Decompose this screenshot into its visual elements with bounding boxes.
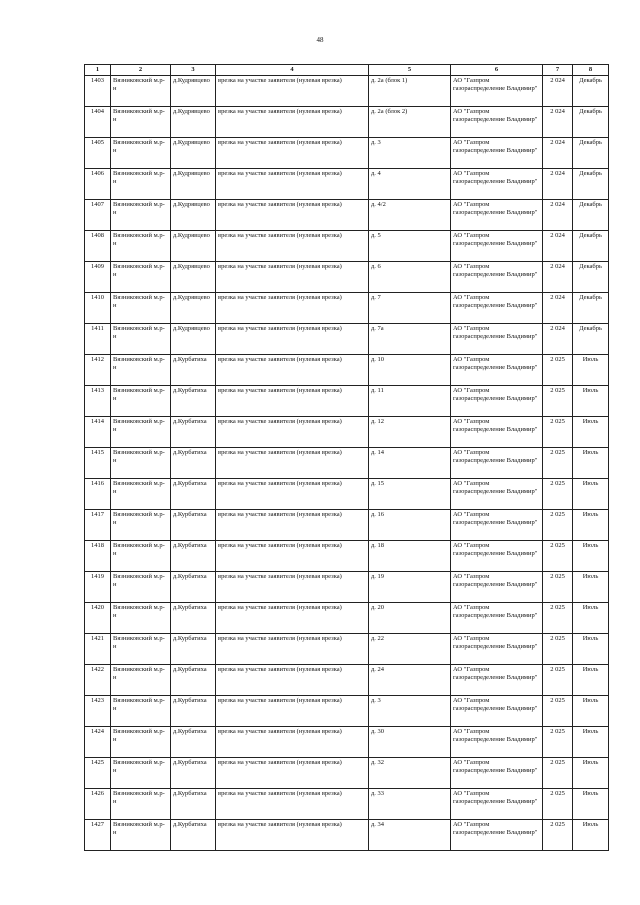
organization-cell: АО "Газпром газораспределение Владимир" xyxy=(451,76,543,107)
year-cell: 2 025 xyxy=(543,727,573,758)
address-cell: д. 4 xyxy=(369,169,451,200)
row-number: 1409 xyxy=(85,262,111,293)
table-row xyxy=(85,262,609,293)
district-cell: Вязниковский м.р-н xyxy=(111,510,171,541)
organization-cell: АО "Газпром газораспределение Владимир" xyxy=(451,727,543,758)
table-row xyxy=(85,200,609,231)
row-number: 1410 xyxy=(85,293,111,324)
address-cell: д. 18 xyxy=(369,541,451,572)
year-cell: 2 024 xyxy=(543,76,573,107)
month-cell: Июль xyxy=(573,634,609,665)
register-table xyxy=(84,64,609,851)
row-number: 1424 xyxy=(85,727,111,758)
header-cell: 7 xyxy=(543,65,573,76)
header-cell: 8 xyxy=(573,65,609,76)
settlement-cell: д.Курбатиха xyxy=(171,789,216,820)
table-row xyxy=(85,603,609,634)
month-cell: Июль xyxy=(573,510,609,541)
settlement-cell: д.Кудрявцево xyxy=(171,76,216,107)
row-number: 1419 xyxy=(85,572,111,603)
work-type-cell: врезка на участке заявителя (нулевая врезка) xyxy=(216,76,369,107)
table-row xyxy=(85,138,609,169)
year-cell: 2 025 xyxy=(543,510,573,541)
settlement-cell: д.Кудрявцево xyxy=(171,107,216,138)
month-cell: Июль xyxy=(573,479,609,510)
work-type-cell: врезка на участке заявителя (нулевая врезка) xyxy=(216,293,369,324)
address-cell: д. 3 xyxy=(369,696,451,727)
table-row xyxy=(85,727,609,758)
district-cell: Вязниковский м.р-н xyxy=(111,169,171,200)
header-cell: 2 xyxy=(111,65,171,76)
work-type-cell: врезка на участке заявителя (нулевая врезка) xyxy=(216,665,369,696)
work-type-cell: врезка на участке заявителя (нулевая врезка) xyxy=(216,417,369,448)
district-cell: Вязниковский м.р-н xyxy=(111,200,171,231)
table-row xyxy=(85,820,609,851)
settlement-cell: д.Кудрявцево xyxy=(171,200,216,231)
district-cell: Вязниковский м.р-н xyxy=(111,293,171,324)
work-type-cell: врезка на участке заявителя (нулевая врезка) xyxy=(216,603,369,634)
month-cell: Декабрь xyxy=(573,76,609,107)
address-cell: д. 4/2 xyxy=(369,200,451,231)
organization-cell: АО "Газпром газораспределение Владимир" xyxy=(451,324,543,355)
work-type-cell: врезка на участке заявителя (нулевая врезка) xyxy=(216,386,369,417)
settlement-cell: д.Кудрявцево xyxy=(171,138,216,169)
address-cell: д. 6 xyxy=(369,262,451,293)
district-cell: Вязниковский м.р-н xyxy=(111,76,171,107)
work-type-cell: врезка на участке заявителя (нулевая врезка) xyxy=(216,324,369,355)
district-cell: Вязниковский м.р-н xyxy=(111,665,171,696)
month-cell: Июль xyxy=(573,665,609,696)
work-type-cell: врезка на участке заявителя (нулевая врезка) xyxy=(216,510,369,541)
table-row xyxy=(85,479,609,510)
organization-cell: АО "Газпром газораспределение Владимир" xyxy=(451,448,543,479)
year-cell: 2 025 xyxy=(543,479,573,510)
table-row xyxy=(85,355,609,386)
district-cell: Вязниковский м.р-н xyxy=(111,448,171,479)
month-cell: Июль xyxy=(573,572,609,603)
header-cell: 3 xyxy=(171,65,216,76)
month-cell: Июль xyxy=(573,603,609,634)
organization-cell: АО "Газпром газораспределение Владимир" xyxy=(451,200,543,231)
month-cell: Июль xyxy=(573,820,609,851)
settlement-cell: д.Курбатиха xyxy=(171,541,216,572)
table-row xyxy=(85,448,609,479)
address-cell: д. 15 xyxy=(369,479,451,510)
table-row xyxy=(85,76,609,107)
year-cell: 2 025 xyxy=(543,541,573,572)
district-cell: Вязниковский м.р-н xyxy=(111,386,171,417)
address-cell: д. 16 xyxy=(369,510,451,541)
row-number: 1416 xyxy=(85,479,111,510)
table-row xyxy=(85,510,609,541)
table-row xyxy=(85,386,609,417)
table-row xyxy=(85,634,609,665)
address-cell: д. 5 xyxy=(369,231,451,262)
year-cell: 2 025 xyxy=(543,665,573,696)
organization-cell: АО "Газпром газораспределение Владимир" xyxy=(451,758,543,789)
address-cell: д. 12 xyxy=(369,417,451,448)
table-row xyxy=(85,293,609,324)
table-row xyxy=(85,417,609,448)
row-number: 1426 xyxy=(85,789,111,820)
settlement-cell: д.Курбатиха xyxy=(171,355,216,386)
address-cell: д. 24 xyxy=(369,665,451,696)
district-cell: Вязниковский м.р-н xyxy=(111,355,171,386)
work-type-cell: врезка на участке заявителя (нулевая врезка) xyxy=(216,200,369,231)
district-cell: Вязниковский м.р-н xyxy=(111,572,171,603)
work-type-cell: врезка на участке заявителя (нулевая врезка) xyxy=(216,448,369,479)
header-cell: 5 xyxy=(369,65,451,76)
district-cell: Вязниковский м.р-н xyxy=(111,107,171,138)
district-cell: Вязниковский м.р-н xyxy=(111,541,171,572)
year-cell: 2 024 xyxy=(543,231,573,262)
district-cell: Вязниковский м.р-н xyxy=(111,634,171,665)
month-cell: Декабрь xyxy=(573,138,609,169)
row-number: 1412 xyxy=(85,355,111,386)
organization-cell: АО "Газпром газораспределение Владимир" xyxy=(451,634,543,665)
month-cell: Июль xyxy=(573,758,609,789)
address-cell: д. 7а xyxy=(369,324,451,355)
year-cell: 2 025 xyxy=(543,696,573,727)
table-row xyxy=(85,231,609,262)
work-type-cell: врезка на участке заявителя (нулевая врезка) xyxy=(216,727,369,758)
settlement-cell: д.Кудрявцево xyxy=(171,293,216,324)
address-cell: д. 14 xyxy=(369,448,451,479)
row-number: 1403 xyxy=(85,76,111,107)
year-cell: 2 024 xyxy=(543,200,573,231)
organization-cell: АО "Газпром газораспределение Владимир" xyxy=(451,510,543,541)
month-cell: Декабрь xyxy=(573,324,609,355)
row-number: 1414 xyxy=(85,417,111,448)
month-cell: Декабрь xyxy=(573,231,609,262)
year-cell: 2 025 xyxy=(543,355,573,386)
settlement-cell: д.Курбатиха xyxy=(171,448,216,479)
row-number: 1420 xyxy=(85,603,111,634)
row-number: 1418 xyxy=(85,541,111,572)
row-number: 1415 xyxy=(85,448,111,479)
row-number: 1406 xyxy=(85,169,111,200)
organization-cell: АО "Газпром газораспределение Владимир" xyxy=(451,355,543,386)
settlement-cell: д.Курбатиха xyxy=(171,696,216,727)
row-number: 1422 xyxy=(85,665,111,696)
work-type-cell: врезка на участке заявителя (нулевая врезка) xyxy=(216,572,369,603)
settlement-cell: д.Курбатиха xyxy=(171,603,216,634)
year-cell: 2 025 xyxy=(543,634,573,665)
month-cell: Июль xyxy=(573,386,609,417)
work-type-cell: врезка на участке заявителя (нулевая врезка) xyxy=(216,758,369,789)
organization-cell: АО "Газпром газораспределение Владимир" xyxy=(451,541,543,572)
year-cell: 2 024 xyxy=(543,138,573,169)
work-type-cell: врезка на участке заявителя (нулевая врезка) xyxy=(216,262,369,293)
row-number: 1408 xyxy=(85,231,111,262)
year-cell: 2 025 xyxy=(543,603,573,634)
district-cell: Вязниковский м.р-н xyxy=(111,820,171,851)
settlement-cell: д.Курбатиха xyxy=(171,634,216,665)
district-cell: Вязниковский м.р-н xyxy=(111,479,171,510)
month-cell: Июль xyxy=(573,417,609,448)
district-cell: Вязниковский м.р-н xyxy=(111,758,171,789)
header-cell: 4 xyxy=(216,65,369,76)
district-cell: Вязниковский м.р-н xyxy=(111,324,171,355)
settlement-cell: д.Курбатиха xyxy=(171,820,216,851)
organization-cell: АО "Газпром газораспределение Владимир" xyxy=(451,169,543,200)
table-body xyxy=(85,76,609,851)
work-type-cell: врезка на участке заявителя (нулевая врезка) xyxy=(216,696,369,727)
header-row xyxy=(85,65,609,76)
address-cell: д. 10 xyxy=(369,355,451,386)
work-type-cell: врезка на участке заявителя (нулевая врезка) xyxy=(216,541,369,572)
table-row xyxy=(85,541,609,572)
year-cell: 2 024 xyxy=(543,262,573,293)
month-cell: Июль xyxy=(573,696,609,727)
address-cell: д. 22 xyxy=(369,634,451,665)
table-row xyxy=(85,572,609,603)
year-cell: 2 025 xyxy=(543,820,573,851)
year-cell: 2 025 xyxy=(543,572,573,603)
address-cell: д. 20 xyxy=(369,603,451,634)
work-type-cell: врезка на участке заявителя (нулевая врезка) xyxy=(216,169,369,200)
row-number: 1404 xyxy=(85,107,111,138)
work-type-cell: врезка на участке заявителя (нулевая врезка) xyxy=(216,355,369,386)
row-number: 1427 xyxy=(85,820,111,851)
row-number: 1407 xyxy=(85,200,111,231)
table-row xyxy=(85,665,609,696)
address-cell: д. 32 xyxy=(369,758,451,789)
header-cell: 6 xyxy=(451,65,543,76)
header-cell: 1 xyxy=(85,65,111,76)
organization-cell: АО "Газпром газораспределение Владимир" xyxy=(451,696,543,727)
organization-cell: АО "Газпром газораспределение Владимир" xyxy=(451,417,543,448)
district-cell: Вязниковский м.р-н xyxy=(111,727,171,758)
month-cell: Декабрь xyxy=(573,262,609,293)
year-cell: 2 024 xyxy=(543,324,573,355)
work-type-cell: врезка на участке заявителя (нулевая врезка) xyxy=(216,634,369,665)
work-type-cell: врезка на участке заявителя (нулевая врезка) xyxy=(216,820,369,851)
year-cell: 2 024 xyxy=(543,169,573,200)
month-cell: Июль xyxy=(573,789,609,820)
organization-cell: АО "Газпром газораспределение Владимир" xyxy=(451,386,543,417)
month-cell: Июль xyxy=(573,448,609,479)
year-cell: 2 025 xyxy=(543,417,573,448)
organization-cell: АО "Газпром газораспределение Владимир" xyxy=(451,789,543,820)
month-cell: Декабрь xyxy=(573,169,609,200)
row-number: 1413 xyxy=(85,386,111,417)
work-type-cell: врезка на участке заявителя (нулевая врезка) xyxy=(216,138,369,169)
year-cell: 2 025 xyxy=(543,448,573,479)
organization-cell: АО "Газпром газораспределение Владимир" xyxy=(451,603,543,634)
organization-cell: АО "Газпром газораспределение Владимир" xyxy=(451,665,543,696)
row-number: 1411 xyxy=(85,324,111,355)
address-cell: д. 19 xyxy=(369,572,451,603)
page-number: 48 xyxy=(316,36,324,44)
work-type-cell: врезка на участке заявителя (нулевая врезка) xyxy=(216,789,369,820)
table-row xyxy=(85,696,609,727)
organization-cell: АО "Газпром газораспределение Владимир" xyxy=(451,231,543,262)
organization-cell: АО "Газпром газораспределение Владимир" xyxy=(451,479,543,510)
organization-cell: АО "Газпром газораспределение Владимир" xyxy=(451,293,543,324)
district-cell: Вязниковский м.р-н xyxy=(111,231,171,262)
table-row xyxy=(85,107,609,138)
work-type-cell: врезка на участке заявителя (нулевая врезка) xyxy=(216,231,369,262)
address-cell: д. 2а (блок 2) xyxy=(369,107,451,138)
month-cell: Декабрь xyxy=(573,293,609,324)
organization-cell: АО "Газпром газораспределение Владимир" xyxy=(451,820,543,851)
settlement-cell: д.Курбатиха xyxy=(171,510,216,541)
settlement-cell: д.Курбатиха xyxy=(171,758,216,789)
organization-cell: АО "Газпром газораспределение Владимир" xyxy=(451,262,543,293)
year-cell: 2 024 xyxy=(543,293,573,324)
row-number: 1425 xyxy=(85,758,111,789)
table-row xyxy=(85,324,609,355)
table-row xyxy=(85,758,609,789)
year-cell: 2 025 xyxy=(543,758,573,789)
organization-cell: АО "Газпром газораспределение Владимир" xyxy=(451,107,543,138)
row-number: 1417 xyxy=(85,510,111,541)
month-cell: Декабрь xyxy=(573,200,609,231)
district-cell: Вязниковский м.р-н xyxy=(111,696,171,727)
settlement-cell: д.Курбатиха xyxy=(171,417,216,448)
work-type-cell: врезка на участке заявителя (нулевая врезка) xyxy=(216,107,369,138)
month-cell: Июль xyxy=(573,541,609,572)
address-cell: д. 2а (блок 1) xyxy=(369,76,451,107)
district-cell: Вязниковский м.р-н xyxy=(111,262,171,293)
work-type-cell: врезка на участке заявителя (нулевая врезка) xyxy=(216,479,369,510)
settlement-cell: д.Курбатиха xyxy=(171,386,216,417)
year-cell: 2 025 xyxy=(543,789,573,820)
address-cell: д. 33 xyxy=(369,789,451,820)
settlement-cell: д.Кудрявцево xyxy=(171,262,216,293)
year-cell: 2 025 xyxy=(543,386,573,417)
settlement-cell: д.Кудрявцево xyxy=(171,169,216,200)
organization-cell: АО "Газпром газораспределение Владимир" xyxy=(451,138,543,169)
address-cell: д. 11 xyxy=(369,386,451,417)
row-number: 1405 xyxy=(85,138,111,169)
settlement-cell: д.Кудрявцево xyxy=(171,324,216,355)
address-cell: д. 7 xyxy=(369,293,451,324)
row-number: 1421 xyxy=(85,634,111,665)
settlement-cell: д.Курбатиха xyxy=(171,479,216,510)
district-cell: Вязниковский м.р-н xyxy=(111,138,171,169)
address-cell: д. 34 xyxy=(369,820,451,851)
settlement-cell: д.Курбатиха xyxy=(171,665,216,696)
settlement-cell: д.Кудрявцево xyxy=(171,231,216,262)
table-row xyxy=(85,789,609,820)
month-cell: Июль xyxy=(573,355,609,386)
table-row xyxy=(85,169,609,200)
district-cell: Вязниковский м.р-н xyxy=(111,417,171,448)
district-cell: Вязниковский м.р-н xyxy=(111,789,171,820)
address-cell: д. 3 xyxy=(369,138,451,169)
row-number: 1423 xyxy=(85,696,111,727)
address-cell: д. 30 xyxy=(369,727,451,758)
settlement-cell: д.Курбатиха xyxy=(171,572,216,603)
year-cell: 2 024 xyxy=(543,107,573,138)
settlement-cell: д.Курбатиха xyxy=(171,727,216,758)
month-cell: Декабрь xyxy=(573,107,609,138)
month-cell: Июль xyxy=(573,727,609,758)
district-cell: Вязниковский м.р-н xyxy=(111,603,171,634)
organization-cell: АО "Газпром газораспределение Владимир" xyxy=(451,572,543,603)
